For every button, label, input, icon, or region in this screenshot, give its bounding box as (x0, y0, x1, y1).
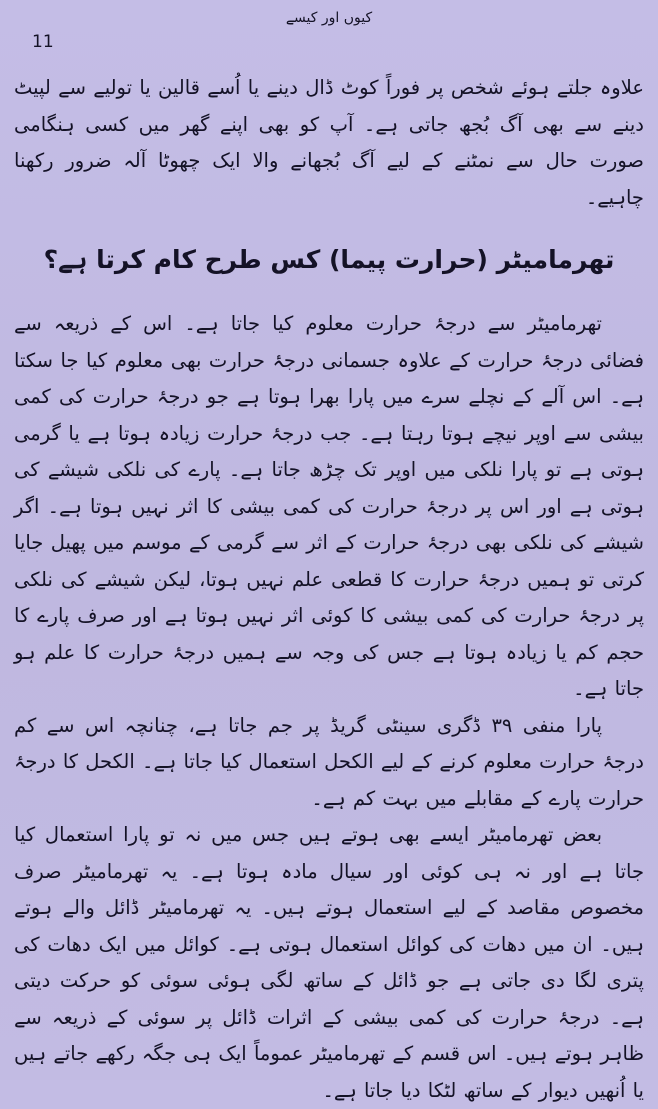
running-header: کیوں اور کیسے (285, 10, 373, 26)
paragraph-thermometer-intro: تھرمامیٹر سے درجۂ حرارت معلوم کیا جاتا ہے۔ اس کے ذریعہ سے فضائی درجۂ حرارت کے علاوہ جسمانی درجۂ حرارت بھی معلوم کیا جا سکتا ہے۔ اس آلے کے نچلے سرے میں پارا بھرا ہوتا ہے جو درجۂ حرارت کی کمی بیشی سے اوپر نیچے ہوتا رہتا ہے۔ جب درجۂ حرارت زیادہ ہوتا ہے یا گرمی ہوتی ہے تو پارا نلکی میں اوپر تک چڑھ جاتا ہے۔ پارے کی نلکی شیشے کی ہوتی ہے اور اس پر درجۂ حرارت کی کمی بیشی کا اثر نہیں ہوتا ہے۔ اگر شیشے کی نلکی بھی درجۂ حرارت کے اثر سے گرمی کے موسم میں پھیل جایا کرتی تو ہمیں درجۂ حرارت کا قطعی علم نہیں ہوتا، لیکن شیشے کی نلکی پر درجۂ حرارت کی کمی بیشی کا کوئی اثر نہیں ہوتا ہے اور صرف پارے کا حجم کم یا زیادہ ہوتا ہے جس کی وجہ سے ہمیں درجۂ حرارت کا علم ہو جاتا ہے۔ (14, 312, 644, 700)
section-heading: تھرمامیٹر (حرارت پیما) کس طرح کام کرتا ہے؟ (43, 245, 615, 274)
paragraph-fire-extinguishing: علاوہ جلتے ہوئے شخص پر فوراً کوٹ ڈال دینے یا اُسے قالین یا تولیے سے لپیٹ دینے سے بھی آگ بُجھ جاتی ہے۔ آپ کو بھی اپنے گھر میں کسی ہنگامی صورت حال سے نمٹنے کے لیے آگ بُجھانے والا ایک چھوٹا آلہ ضرور رکھنا چاہیے۔ (14, 76, 644, 209)
paragraph-mercury-freezing: پارا منفی ۳۹ ڈگری سینٹی گریڈ پر جم جاتا ہے، چنانچہ اس سے کم درجۂ حرارت معلوم کرنے کے لیے الکحل استعمال کیا جاتا ہے۔ الکحل کا درجۂ حرارت پارے کے مقابلے میں بہت کم ہے۔ (14, 713, 644, 810)
paragraph-dial-thermometer: بعض تھرمامیٹر ایسے بھی ہوتے ہیں جس میں نہ تو پارا استعمال کیا جاتا ہے اور نہ ہی کوئی اور سیال مادہ ہوتا ہے۔ یہ تھرمامیٹر صرف مخصوص مقاصد کے لیے استعمال ہوتے ہیں۔ یہ تھرمامیٹر ڈائل والے ہوتے ہیں۔ ان میں دھات کی کوائل استعمال ہوتی ہے۔ کوائل میں ایک دھات کی پتری لگا دی جاتی ہے جو ڈائل کے ساتھ لگی ہوئی سوئی کو حرکت دیتی ہے۔ درجۂ حرارت کی کمی بیشی کے اثرات ڈائل پر سوئی کے ذریعہ سے ظاہر ہوتے ہیں۔ اس قسم کے تھرمامیٹر عموماً ایک ہی جگہ رکھے جاتے ہیں یا اُنھیں دیوار کے ساتھ لٹکا دیا جاتا ہے۔ (14, 823, 644, 1102)
page-content (14, 70, 644, 1109)
page-number: 11 (32, 32, 54, 52)
